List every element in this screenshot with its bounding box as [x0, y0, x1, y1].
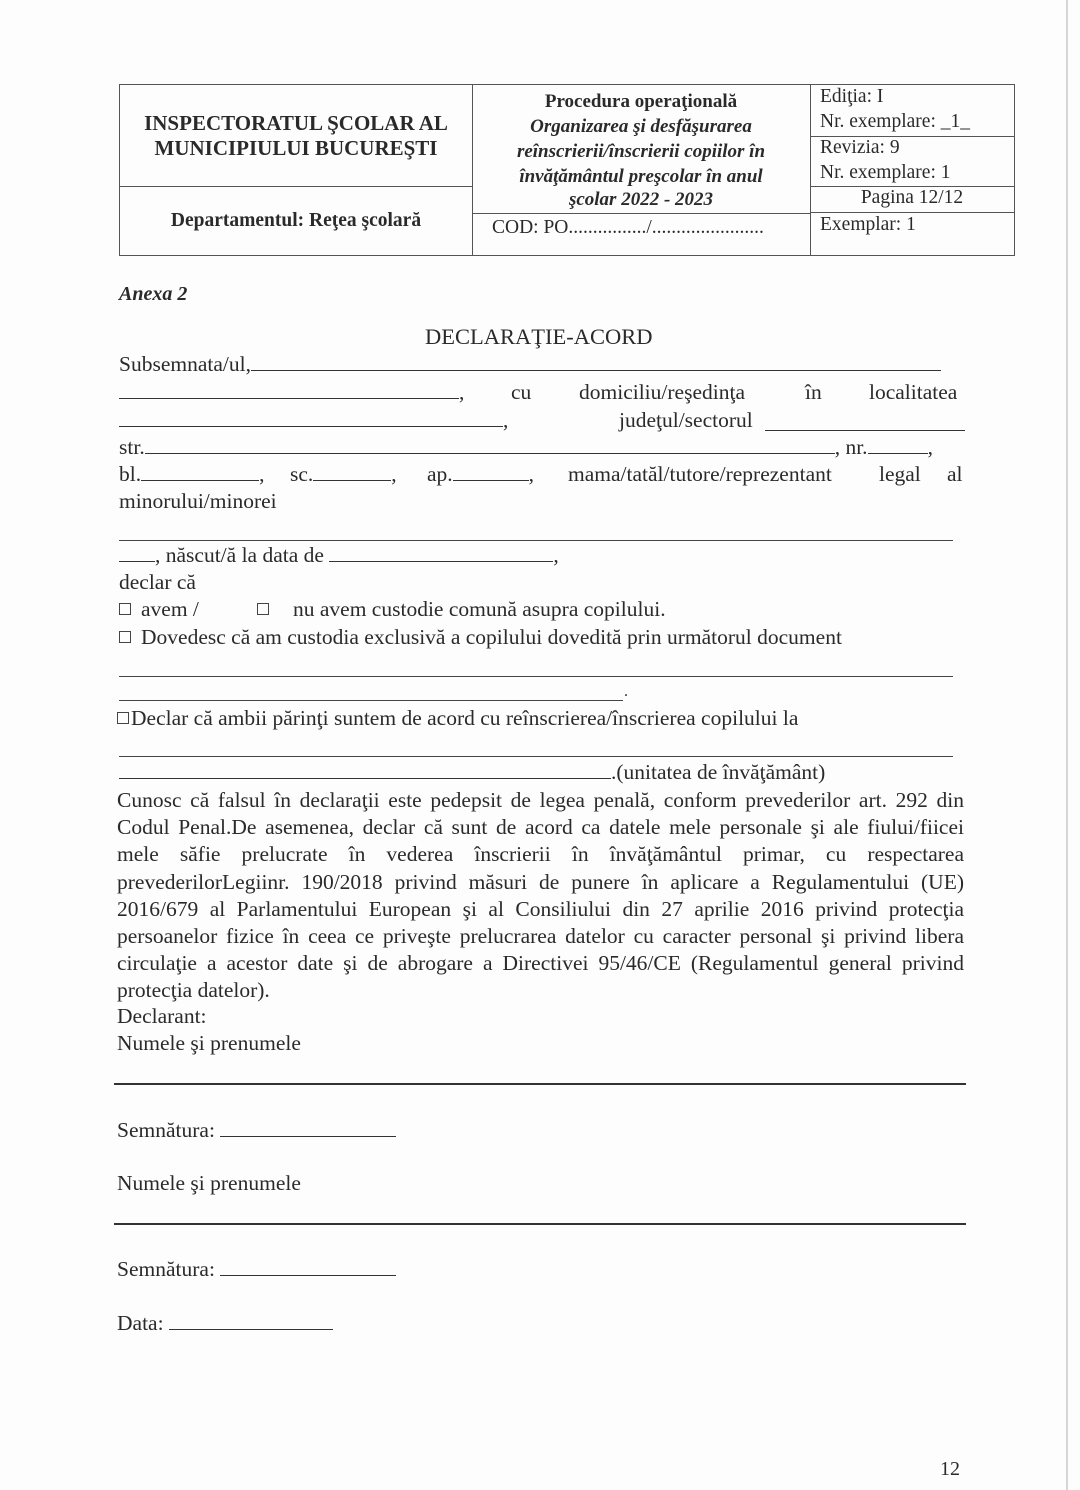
child-name-field[interactable] [119, 540, 953, 541]
ap-group [427, 461, 534, 488]
street-field[interactable] [145, 435, 835, 454]
label-str: str. [119, 435, 145, 459]
comma: , [459, 380, 465, 404]
comma: , [259, 462, 265, 486]
name-1-field[interactable] [114, 1083, 966, 1085]
comma: , [391, 462, 397, 486]
date-field[interactable] [169, 1311, 333, 1330]
label-signature-2: Semnătura: [117, 1257, 215, 1281]
edition: Ediţia: I [820, 86, 884, 107]
comma: , [503, 408, 509, 432]
label-nr: , nr. [834, 435, 868, 459]
page-number: 12 [940, 1458, 960, 1480]
label-judetul: judeţul/sectorul [619, 408, 753, 432]
department: Departamentul: Reţea şcolară [170, 210, 422, 231]
staircase-field[interactable] [313, 462, 391, 481]
procedure-code: COD: PO................/....................... [492, 217, 764, 238]
document-field-line-2[interactable] [119, 700, 623, 701]
label-domiciliu: domiciliu/reşedinţa [579, 380, 745, 404]
locality-field[interactable] [119, 408, 503, 427]
line-signature-2 [117, 1256, 396, 1283]
annex-label: Anexa 2 [119, 283, 188, 305]
name-2-field[interactable] [114, 1223, 966, 1225]
option-exclusive-custody [119, 624, 842, 651]
apartment-field[interactable] [453, 462, 529, 481]
signature-2-field[interactable] [220, 1257, 396, 1276]
checkbox-nu-avem[interactable] [257, 603, 269, 615]
form-title: DECLARAŢIE-ACORD [425, 324, 653, 349]
label-bl: bl. [119, 462, 142, 486]
checkbox-agreement[interactable] [117, 712, 129, 724]
label-declarant: Declarant: [117, 1004, 207, 1028]
name-continuation-field[interactable] [119, 380, 459, 399]
county-field[interactable] [765, 412, 965, 431]
institution-name [120, 85, 472, 187]
procedure-line: reînscrierii/înscrierii copiilor în [516, 141, 766, 162]
copy-number: Exemplar: 1 [820, 214, 916, 235]
checkbox-exclusive-custody[interactable] [119, 631, 131, 643]
line-judet [119, 407, 965, 434]
period: . [624, 683, 628, 700]
label-name-1: Numele şi prenumele [117, 1031, 301, 1055]
option-custody-not-joint [257, 596, 666, 623]
header-procedure-column [472, 85, 811, 255]
procedure-title-block [472, 85, 810, 214]
child-name-end-field[interactable] [119, 543, 155, 562]
procedure-line: învăţământul preşcolar în anul [519, 166, 763, 187]
header-table [119, 84, 1015, 256]
option-agreement [117, 705, 798, 732]
school-field-line-1[interactable] [119, 756, 953, 757]
label-localitatea: localitatea [869, 380, 958, 404]
label-name-2: Numele şi prenumele [117, 1171, 301, 1195]
block-field[interactable] [141, 462, 259, 481]
copies-count-1: Nr. exemplare: _1_ [820, 111, 970, 132]
label-agreement: Declar că ambii părinţi suntem de acord cu reînscrierea/înscrierea copilului la [131, 706, 799, 730]
option-custody-joint [119, 596, 199, 623]
procedure-title: Procedura operaţională [544, 91, 738, 112]
label-parent-role: mama/tatăl/tutore/reprezentant [568, 462, 832, 486]
name-field[interactable] [251, 352, 941, 371]
copies-count-2: Nr. exemplare: 1 [820, 162, 951, 183]
page-indicator: Pagina 12/12 [860, 187, 964, 208]
label-born: , născut/ă la data de [155, 543, 324, 567]
line-building [119, 461, 965, 488]
school-field-line-2[interactable] [119, 760, 611, 779]
revision: Revizia: 9 [820, 137, 900, 158]
procedure-line: şcolar 2022 - 2023 [568, 189, 714, 210]
checkbox-avem[interactable] [119, 603, 131, 615]
label-signature-1: Semnătura: [117, 1118, 215, 1142]
procedure-line: Organizarea şi desfăşurarea [530, 116, 752, 137]
label-legal: legal [879, 462, 921, 486]
page-edge [1066, 0, 1068, 1490]
comma: , [553, 543, 559, 567]
line-signature-1 [117, 1117, 396, 1144]
document-field-line-1[interactable] [119, 676, 953, 677]
line-school [119, 759, 825, 786]
label-cu: cu [511, 380, 532, 404]
institution-line-1: INSPECTORATUL ŞCOLAR AL [144, 110, 448, 135]
sc-group [290, 461, 397, 488]
label-exclusive-custody: Dovedesc că am custodia exclusivă a copilului dovedită prin următorul document [141, 625, 842, 649]
line-subsemnatul [119, 351, 941, 378]
header-institution-column [120, 85, 473, 255]
label-avem: avem / [141, 597, 199, 621]
birthdate-field[interactable] [329, 543, 553, 562]
label-declar: declar că [119, 570, 196, 594]
number-field[interactable] [868, 435, 928, 454]
label-al: al [947, 462, 963, 486]
divider [810, 212, 1014, 213]
signature-1-field[interactable] [220, 1118, 396, 1137]
comma: , [528, 462, 535, 486]
line-domiciliu [119, 379, 965, 406]
line-date [117, 1310, 333, 1337]
line-birthdate [119, 542, 559, 569]
label-date: Data: [117, 1311, 164, 1335]
label-ap: ap. [427, 462, 453, 486]
header-meta-column [810, 85, 1014, 255]
institution-line-2: MUNICIPIULUI BUCUREŞTI [154, 135, 438, 160]
label-subsemnatul: Subsemnata/ul, [119, 352, 251, 376]
label-nu-avem: nu avem custodie comună asupra copilului. [293, 597, 666, 621]
line-street [119, 434, 965, 461]
label-minor: minorului/minorei [119, 489, 277, 513]
label-sc: sc. [290, 462, 314, 486]
label-unitatea: .(unitatea de învăţământ) [611, 760, 826, 784]
legal-paragraph: Cunosc că falsul în declaraţii este pedepsit de legea penală, conform prevederilor art. 292 din Codul Penal.De asemenea, declar că sunt de acord ca datele mele personale şi ale fiului/fiicei mele săfie prelucrate în vederea înscrierii în învăţământul primar, cu respectarea prevederilorLegiinr. 190/2018 privind măsuri de punere în aplicare a Regulamentului (UE) 2016/679 al Parlamentului European şi al Consiliului din 27 aprilie 2016 privind protecţia persoanelor fizice în ceea ce priveşte prelucrarea datelor cu caracter personal şi privind libera circulaţie a acestor date şi de abrogare a Directivei 95/46/CE (Regulamentul general privind protecţia datelor). [117, 788, 964, 1003]
comma: , [927, 435, 933, 459]
label-in: în [805, 380, 822, 404]
